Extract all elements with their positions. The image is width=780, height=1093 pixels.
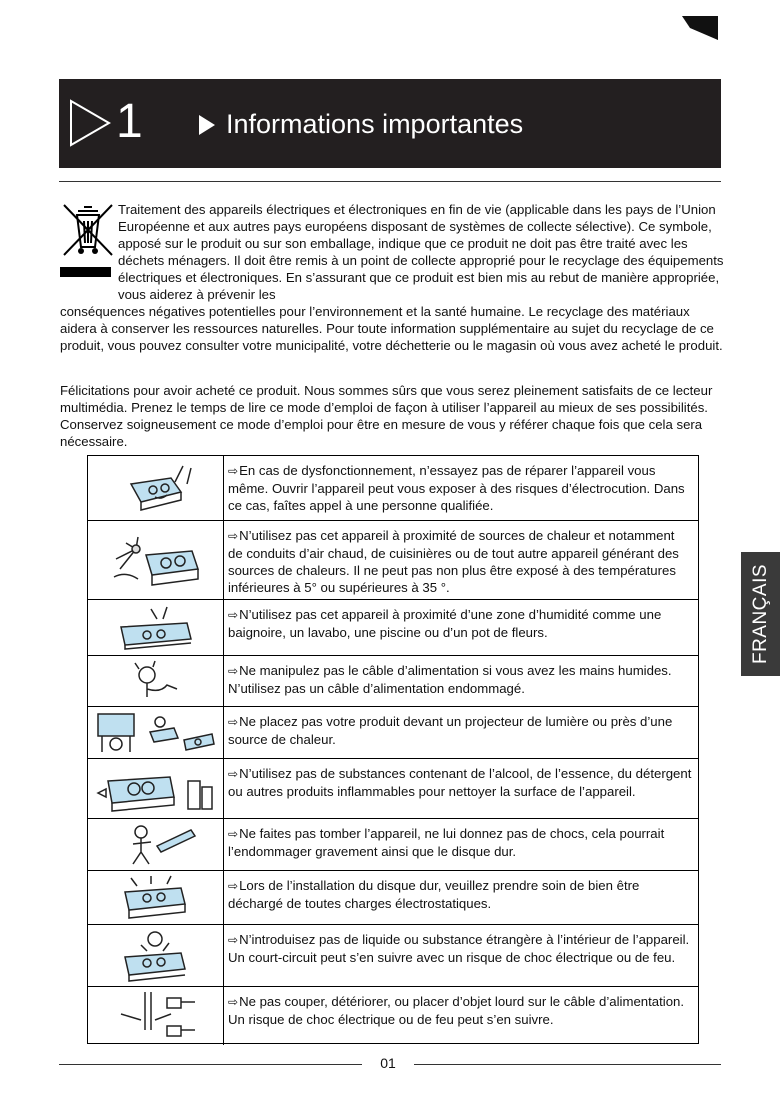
safety-row (88, 924, 698, 986)
footer-divider (414, 1064, 721, 1065)
weee-paragraph-continued: conséquences négatives potentielles pour l’environnement et la santé humaine. Le recyclage des matériaux aidera à conserver les ressources naturelles. Pour toute information supplémentaire au sujet du recyclage de ce produit, vous pouvez consulter votre municipalité, votre déchetterie ou le magasin où vous avez acheté le produit. (60, 304, 723, 353)
repair-warning-icon (88, 456, 224, 520)
safety-row (88, 870, 698, 924)
divider (59, 181, 721, 182)
light-projector-icon (88, 707, 224, 758)
corner-tab-icon (680, 14, 720, 42)
weee-paragraph: Traitement des appareils électriques et électroniques en fin de vie (applicable dans les pays de l’Union Européenne et aux autres pays européens disposant de systèmes de collecte sélective). Ce symbole, apposé sur le produit ou sur son emballage, indique que ce produit ne doit pas être traité avec les déchets ménagers. Il doit être remis à un point de collecte approprié pour le recyclage des équipements électriques et électroniques. En s’assurant que ce produit est bien mis au rebut de manière appropriée, vous aiderez à prévenir les (118, 202, 724, 302)
page-number: 01 (380, 1055, 396, 1071)
chapter-triangle-icon (69, 99, 111, 147)
language-label: FRANÇAIS (749, 563, 771, 665)
safety-row (88, 986, 698, 1045)
static-discharge-icon (88, 871, 224, 924)
safety-text: ⇨Ne pas couper, détériorer, ou placer d’objet lourd sur le câble d’alimentation. Un risque de choc électrique ou de feu peut s’en suivre. (228, 994, 685, 1027)
safety-text: ⇨N’utilisez pas cet appareil à proximité d’une zone d’humidité comme une baignoire, un lavabo, une piscine ou d’un pot de fleurs. (228, 607, 662, 640)
safety-row (88, 818, 698, 870)
drop-shock-icon (88, 819, 224, 870)
safety-text: ⇨N’utilisez pas de substances contenant de l’alcool, de l’essence, du détergent ou autres produits inflammables pour nettoyer la surface de l’appareil. (228, 766, 692, 799)
language-tab (741, 552, 780, 676)
title-arrow-icon (199, 115, 215, 135)
safety-table (87, 455, 699, 1044)
safety-text: ⇨Ne manipulez pas le câble d’alimentation si vous avez les mains humides. N’utilisez pas un câble d’alimentation endommagé. (228, 663, 672, 696)
footer-divider (59, 1064, 362, 1065)
congratulations-paragraph: Félicitations pour avoir acheté ce produit. Nous sommes sûrs que vous serez pleinement satisfaits de ce lecteur multimédia. Prenez le temps de lire ce mode d’emploi de façon à utiliser l’appareil au mieux de ses possibilités. Conservez soigneusement ce mode d’emploi pour être en mesure de vous y référer chaque fois que cela sera nécessaire. (60, 383, 713, 449)
safety-text: ⇨N’introduisez pas de liquide ou substance étrangère à l’intérieur de l’appareil. Un court-circuit peut s’en suivre avec un risque de choc électrique ou de feu. (228, 932, 690, 965)
heat-source-icon (88, 521, 224, 599)
safety-row (88, 655, 698, 706)
safety-text: ⇨Ne placez pas votre produit devant un projecteur de lumière ou près d’une source de chaleur. (228, 714, 673, 747)
safety-row (88, 599, 698, 655)
chapter-number: 1 (116, 95, 143, 148)
safety-row (88, 456, 698, 520)
safety-text: ⇨Ne faites pas tomber l’appareil, ne lui donnez pas de chocs, cela pourrait l’endommager gravement ainsi que le disque dur. (228, 826, 665, 859)
wet-hands-cable-icon (88, 656, 224, 706)
safety-text: ⇨Lors de l’installation du disque dur, veuillez prendre soin de bien être déchargé de toutes charges électrostatiques. (228, 878, 640, 911)
safety-text: ⇨N’utilisez pas cet appareil à proximité de sources de chaleur et notamment de conduits d’air chaud, de cuisinières ou de tout autre appareil générant des sources de chaleurs. Il ne peut pas non plus être exposé à des températures inférieures à 5° ou supérieures à 35 °. (228, 528, 679, 595)
humidity-icon (88, 600, 224, 655)
chemical-cleaner-icon (88, 759, 224, 818)
weee-bar (60, 267, 111, 277)
safety-row (88, 706, 698, 758)
cut-cable-icon (88, 987, 224, 1045)
safety-row (88, 758, 698, 818)
safety-row (88, 520, 698, 599)
liquid-intrusion-icon (88, 925, 224, 986)
safety-text: ⇨En cas de dysfonctionnement, n’essayez pas de réparer l’appareil vous même. Ouvrir l’appareil peut vous exposer à des risques d’électrocution. Dans ce cas, faîtes appel à une personne qualifiée. (228, 463, 685, 513)
chapter-banner (59, 79, 721, 168)
weee-bin-icon (60, 201, 116, 259)
page-title: Informations importantes (226, 109, 524, 139)
